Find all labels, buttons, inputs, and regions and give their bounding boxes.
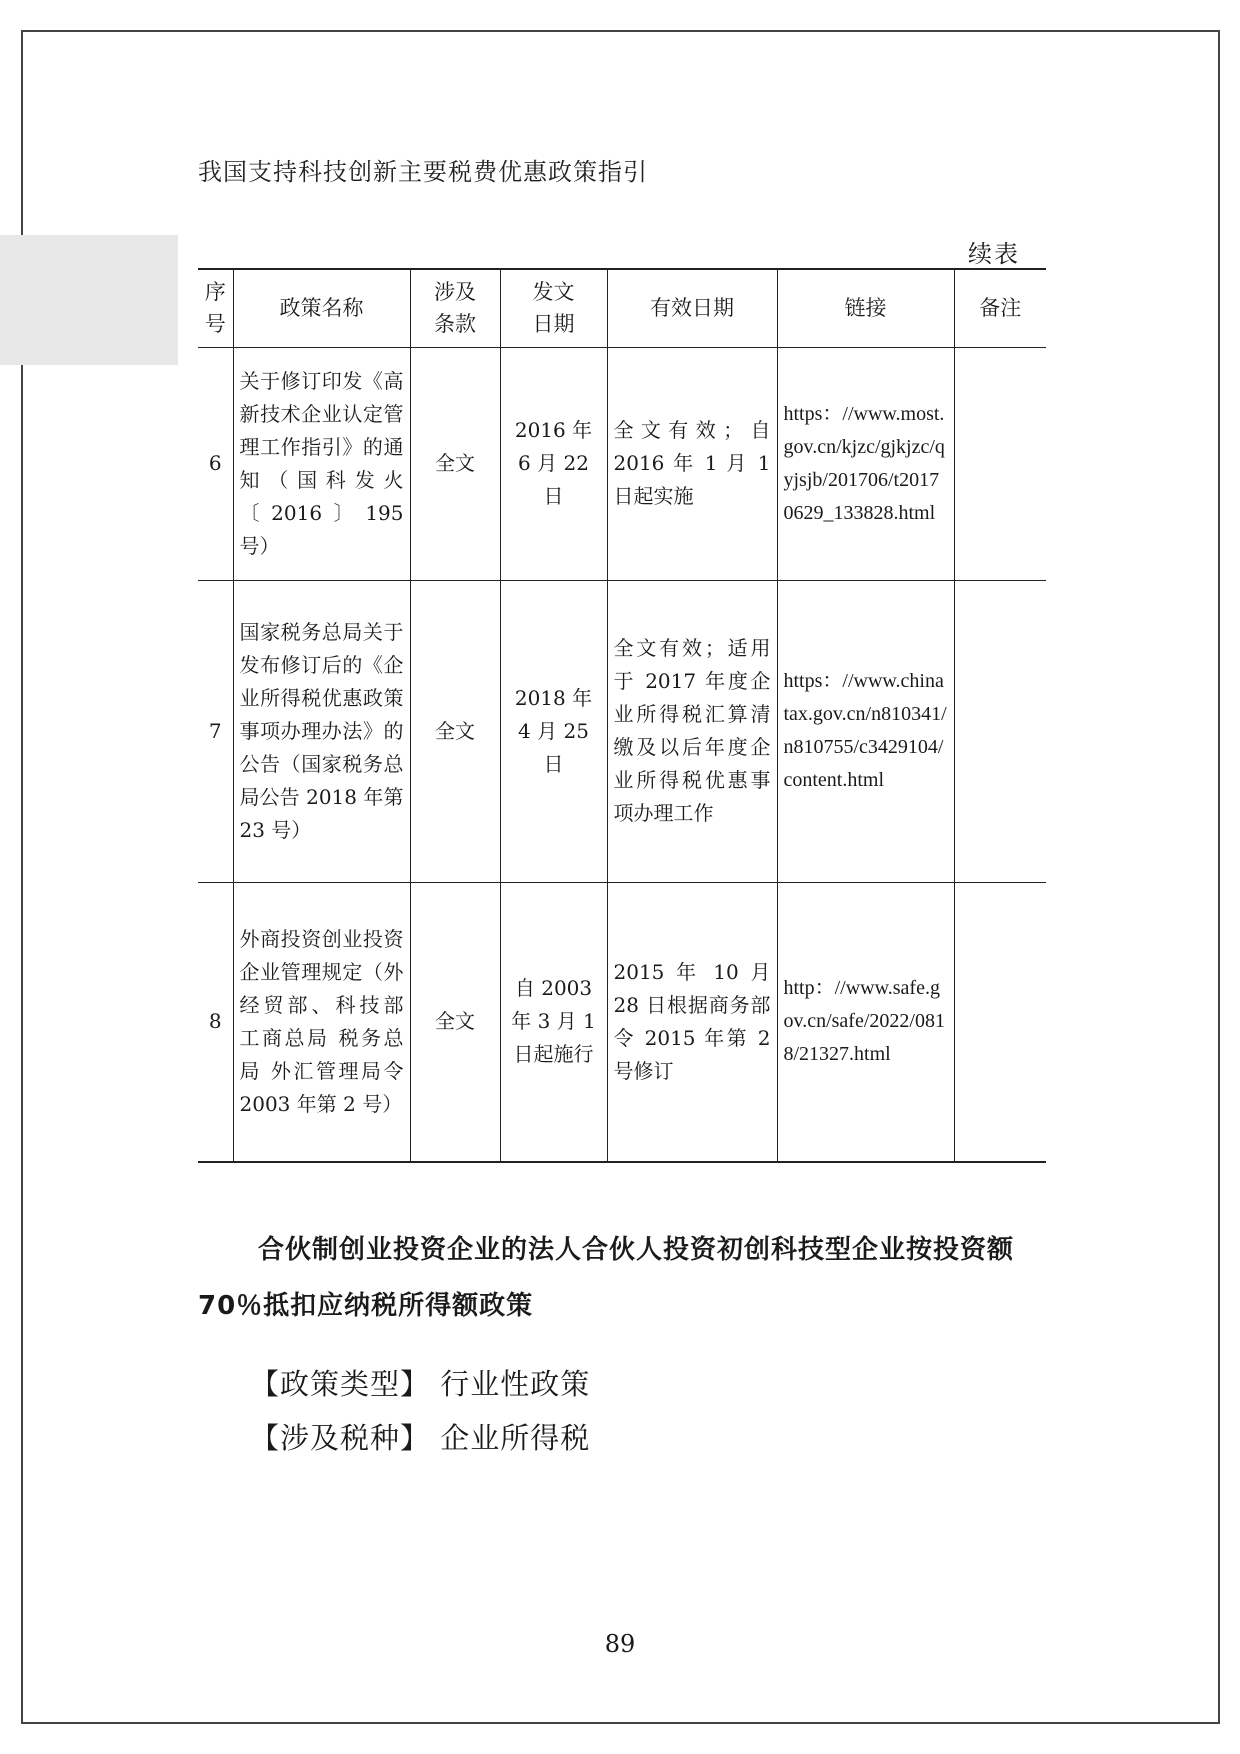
- policy-link[interactable]: https：//www.chinatax.gov.cn/n810341/n810755/c3429104/content.html: [777, 580, 954, 882]
- policy-scope: 全文: [410, 347, 500, 580]
- side-tab-marker: [0, 235, 178, 365]
- policy-scope: 全文: [410, 882, 500, 1162]
- table-row: [198, 347, 1046, 580]
- remark: [954, 882, 1046, 1162]
- column-header-remark: 备注: [954, 269, 1046, 347]
- column-header-no: 序号: [198, 269, 233, 347]
- continued-table-label: 续表: [968, 240, 1020, 268]
- running-header: 我国支持科技创新主要税费优惠政策指引: [198, 158, 648, 186]
- row-number: 7: [198, 580, 233, 882]
- policy-type-line: 【政策类型】 行业性政策: [250, 1367, 591, 1401]
- issue-date: 2018 年 4 月 25 日: [500, 580, 607, 882]
- policy-link[interactable]: http：//www.safe.gov.cn/safe/2022/0818/21327.html: [777, 882, 954, 1162]
- effective-date: 全文有效；适用于 2017 年度企业所得税汇算清缴及以后年度企业所得税优惠事项办理工作: [607, 580, 777, 882]
- effective-date: 全文有效；自 2016 年 1 月 1 日起实施: [607, 347, 777, 580]
- section-heading: 合伙制创业投资企业的法人合伙人投资初创科技型企业按投资额 70％抵扣应纳税所得额政策: [198, 1235, 1015, 1321]
- table-row: [198, 580, 1046, 882]
- issue-date: 自 2003 年 3 月 1 日起施行: [500, 882, 607, 1162]
- column-header-name: 政策名称: [233, 269, 410, 347]
- column-header-issue-date: 发文日期: [500, 269, 607, 347]
- table-header-row: [198, 269, 1046, 347]
- policy-table: [198, 268, 1046, 1163]
- policy-scope: 全文: [410, 580, 500, 882]
- table-row: [198, 882, 1046, 1162]
- policy-link[interactable]: https：//www.most.gov.cn/kjzc/gjkjzc/qyjsjb/201706/t20170629_133828.html: [777, 347, 954, 580]
- page-number: 89: [604, 1630, 636, 1658]
- policy-name: 国家税务总局关于发布修订后的《企业所得税优惠政策事项办理办法》的公告（国家税务总局公告 2018 年第 23 号）: [233, 580, 410, 882]
- issue-date: 2016 年 6 月 22 日: [500, 347, 607, 580]
- remark: [954, 347, 1046, 580]
- policy-name: 关于修订印发《高新技术企业认定管理工作指引》的通知（国科发火〔2016〕195 号）: [233, 347, 410, 580]
- row-number: 8: [198, 882, 233, 1162]
- column-header-scope: 涉及条款: [410, 269, 500, 347]
- policy-name: 外商投资创业投资企业管理规定（外经贸部、科技部 工商总局 税务总局 外汇管理局令 2003 年第 2 号）: [233, 882, 410, 1162]
- column-header-link: 链接: [777, 269, 954, 347]
- effective-date: 2015 年 10 月 28 日根据商务部令 2015 年第 2 号修订: [607, 882, 777, 1162]
- remark: [954, 580, 1046, 882]
- column-header-effective-date: 有效日期: [607, 269, 777, 347]
- row-number: 6: [198, 347, 233, 580]
- tax-type-line: 【涉及税种】 企业所得税: [250, 1421, 591, 1455]
